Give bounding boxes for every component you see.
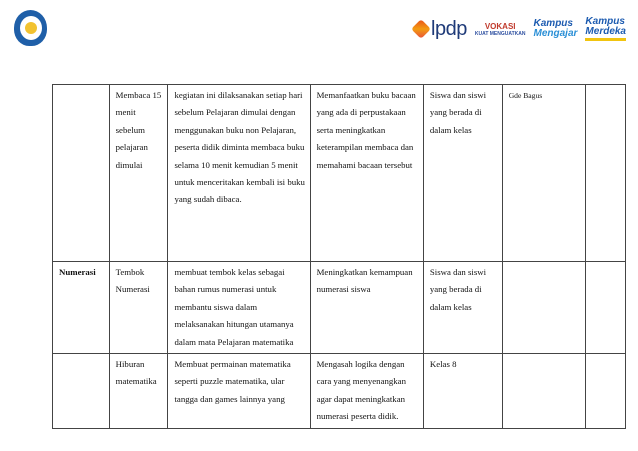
cell-category: Numerasi [53, 262, 110, 354]
cell-pic [502, 262, 585, 354]
lpdp-mark-icon [411, 19, 431, 39]
cell-category [53, 85, 110, 262]
header-bar [0, 0, 638, 60]
cell-target: Siswa dan siswi yang berada di dalam kelas [423, 85, 502, 262]
cell-description: kegiatan ini dilaksanakan setiap hari sebelum Pelajaran dimulai dengan menggunakan buku non Pelajaran, peserta didik diminta membaca buku selama 10 menit kemudian 5 menit untuk menceritakan kembali isi buku yang sudah dibaca. [168, 85, 310, 262]
program-table [52, 84, 626, 429]
lpdp-logo [414, 18, 467, 41]
lpdp-text: lpdp [431, 17, 467, 40]
kampus-mengajar-logo [534, 19, 578, 39]
cell-extra [585, 85, 625, 262]
cell-program: Hiburan matematika [109, 354, 168, 429]
cell-program: Membaca 15 menit sebelum pelajaran dimulai [109, 85, 168, 262]
cell-goal: Memanfaatkan buku bacaan yang ada di perpustakaan serta meningkatkan keterampilan membaca dan memahami bacaan tersebut [310, 85, 423, 262]
kampus-mengajar-line1: Kampus [533, 18, 573, 29]
cell-extra [585, 262, 625, 354]
cell-target: Kelas 8 [423, 354, 502, 429]
table-row [53, 262, 626, 354]
table-row [53, 354, 626, 429]
cell-category [53, 354, 110, 429]
cell-extra [585, 354, 625, 429]
cell-goal: Mengasah logika dengan cara yang menyenangkan agar dapat meningkatkan numerasi peserta didik. [310, 354, 423, 429]
kampus-merdeka-logo [585, 17, 626, 41]
vokasi-text: VOKASI [484, 21, 516, 31]
cell-description: membuat tembok kelas sebagai bahan rumus numerasi untuk membantu siswa dalam melaksanakan hitungan utamanya dalam mata Pelajaran matematika [168, 262, 310, 354]
kampus-mengajar-line2: Mengajar [533, 28, 578, 39]
kampus-merdeka-strip [585, 38, 626, 41]
partner-logos [414, 14, 626, 44]
kampus-merdeka-line1: Kampus [585, 16, 625, 27]
cell-target: Siswa dan siswi yang berada di dalam kelas [423, 262, 502, 354]
cell-description: Membuat permainan matematika seperti puzzle matematika, ular tangga dan games lainnya yang [168, 354, 310, 429]
vokasi-logo [475, 22, 526, 37]
vokasi-sub-text: KUAT MENGUATKAN [474, 30, 526, 37]
tutwuri-handayani-logo-icon [14, 10, 47, 46]
cell-pic: Gde Bagus [502, 85, 585, 262]
cell-pic [502, 354, 585, 429]
kampus-merdeka-line2: Merdeka [585, 26, 626, 37]
table-row [53, 85, 626, 262]
cell-program: Tembok Numerasi [109, 262, 168, 354]
cell-goal: Meningkatkan kemampuan numerasi siswa [310, 262, 423, 354]
